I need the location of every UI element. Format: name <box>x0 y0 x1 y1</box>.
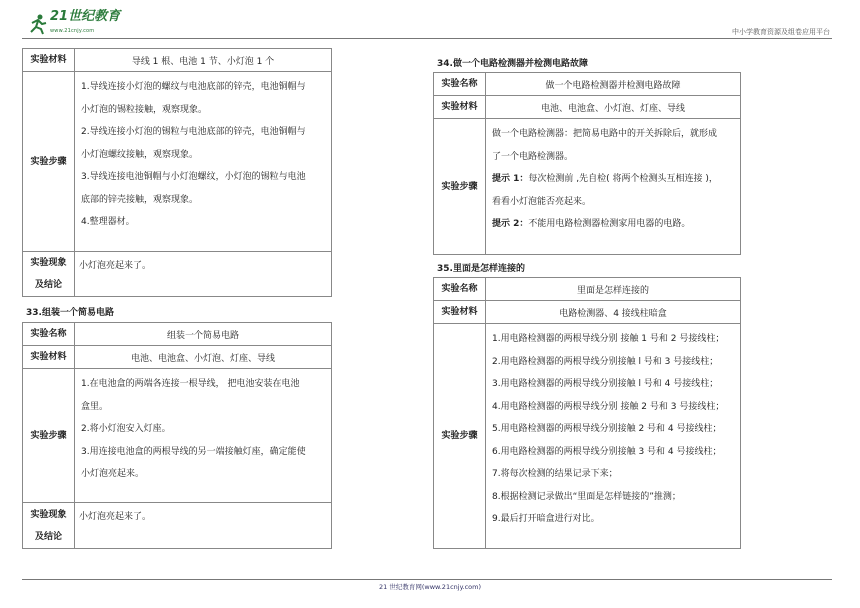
logo-text: 21世纪教育 www.21cnjy.com <box>50 10 120 38</box>
steps-label: 实验步骤 <box>23 72 75 252</box>
result-label-line: 及结论 <box>34 531 62 542</box>
section-34-title: 34.做一个电路检测器并检测电路故障 <box>437 59 588 69</box>
footer-divider <box>22 579 832 580</box>
section-33-title: 33.组装一个简易电路 <box>26 308 114 318</box>
result-label <box>23 503 75 549</box>
experiment-table-33 <box>22 322 332 549</box>
steps-cell <box>486 324 741 549</box>
site-logo <box>26 10 120 38</box>
result-label-line: 实验现象 <box>30 258 67 268</box>
name-label: 实验名称 <box>23 323 75 346</box>
result-label <box>23 252 75 297</box>
material-label: 实验材料 <box>23 346 75 369</box>
step-line: 4.用电路检测器的两根导线分别 接触 2 号和 3 号接线柱； <box>492 401 725 412</box>
step-line: 小灯泡亮起来。 <box>81 469 145 479</box>
result-label-line: 实验现象 <box>30 509 67 520</box>
tip-2-text: 不能用电路检测器检测家用电器的电路。 <box>528 219 691 229</box>
step-line: 盒里。 <box>81 401 109 412</box>
step-line: 6.用电路检测器的两根导线分别接触 3 号和 4 号接线柱； <box>492 446 722 457</box>
name-label: 实验名称 <box>434 278 486 301</box>
steps-label: 实验步骤 <box>434 324 486 549</box>
tip-1-text: 每次检测前 ,先自检( 将两个检测头互相连接 )， <box>528 174 718 184</box>
tip-1-label: 提示 1： <box>492 174 529 184</box>
step-line: 7.将每次检测的结果记录下来； <box>492 469 618 479</box>
experiment-table-35 <box>433 277 741 549</box>
step-line: 9.最后打开暗盒进行对比。 <box>492 514 600 524</box>
header-platform-text: 中小学教育资源及组卷应用平台 <box>732 28 830 36</box>
experiment-table-34 <box>433 72 741 255</box>
material-value: 导线 1 根、电池 1 节、小灯泡 1 个 <box>75 49 332 72</box>
step-line: 看看小灯泡能否亮起来。 <box>492 196 592 207</box>
result-label-line: 及结论 <box>34 280 62 290</box>
footer-link[interactable]: 21 世纪教育网(www.21cnjy.com) <box>379 583 481 591</box>
steps-cell <box>486 119 741 255</box>
material-label: 实验材料 <box>434 301 486 324</box>
step-line: 2.将小灯泡安入灯座。 <box>81 424 171 434</box>
material-value: 电池、电池盒、小灯泡、灯座、导线 <box>75 346 332 369</box>
step-line: 2.导线连接小灯泡的锡粒与电池底部的锌壳，电池铜帽与 <box>81 127 306 137</box>
steps-cell <box>75 369 332 503</box>
step-line: 1.在电池盒的两端各连接一根导线， 把电池安装在电池 <box>81 379 300 389</box>
result-value: 小灯泡亮起来了。 <box>75 252 332 297</box>
step-line: 3.导线连接电池铜帽与小灯泡螺纹，小灯泡的锡粒与电池 <box>81 172 306 182</box>
step-line: 底部的锌壳接触，观察现象。 <box>81 194 199 205</box>
experiment-table-continued <box>22 48 332 297</box>
tip-1-line <box>492 168 734 191</box>
name-value: 组装一个简易电路 <box>75 323 332 346</box>
step-line: 8.根据检测记录做出“里面是怎样链接的”推测； <box>492 491 681 502</box>
steps-label: 实验步骤 <box>434 119 486 255</box>
step-line: 3.用电路检测器的两根导线分别接触 l 号和 4 号接线柱； <box>492 379 719 389</box>
step-line: 小灯泡的锡粒接触，观察现象。 <box>81 104 208 115</box>
logo-url: www.21cnjy.com <box>50 28 95 34</box>
material-label: 实验材料 <box>434 96 486 119</box>
name-value: 做一个电路检测器并检测电路故障 <box>486 73 741 96</box>
header-divider <box>22 38 832 39</box>
tip-2-label: 提示 2： <box>492 219 529 229</box>
result-value: 小灯泡亮起来了。 <box>75 503 332 549</box>
step-line: 5.用电路检测器的两根导线分别接触 2 号和 4 号接线柱； <box>492 424 722 434</box>
runner-logo-icon <box>26 13 48 35</box>
step-line: 1.用电路检测器的两根导线分别 接触 1 号和 2 号接线柱； <box>492 334 725 344</box>
section-35-title: 35.里面是怎样连接的 <box>437 264 525 274</box>
name-label: 实验名称 <box>434 73 486 96</box>
name-value: 里面是怎样连接的 <box>486 278 741 301</box>
step-line: 1.导线连接小灯泡的螺纹与电池底部的锌壳，电池铜帽与 <box>81 82 306 92</box>
step-line: 3.用连接电池盒的两根导线的另一端接触灯座，确定能使 <box>81 446 306 457</box>
material-value: 电池、电池盒、小灯泡、灯座、导线 <box>486 96 741 119</box>
step-line: 2.用电路检测器的两根导线分别接触 l 号和 3 号接线柱； <box>492 356 719 367</box>
step-line: 做一个电路检测器：把简易电路中的开关拆除后，就形成 <box>492 129 718 139</box>
material-label: 实验材料 <box>23 49 75 72</box>
step-line: 4.整理器材。 <box>81 217 135 227</box>
steps-label: 实验步骤 <box>23 369 75 503</box>
steps-cell <box>75 72 332 252</box>
material-value: 电路检测器、4 接线柱暗盒 <box>486 301 741 324</box>
step-line: 小灯泡螺纹接触，观察现象。 <box>81 149 199 160</box>
tip-2-line <box>492 213 734 236</box>
step-line: 了一个电路检测器。 <box>492 151 574 162</box>
